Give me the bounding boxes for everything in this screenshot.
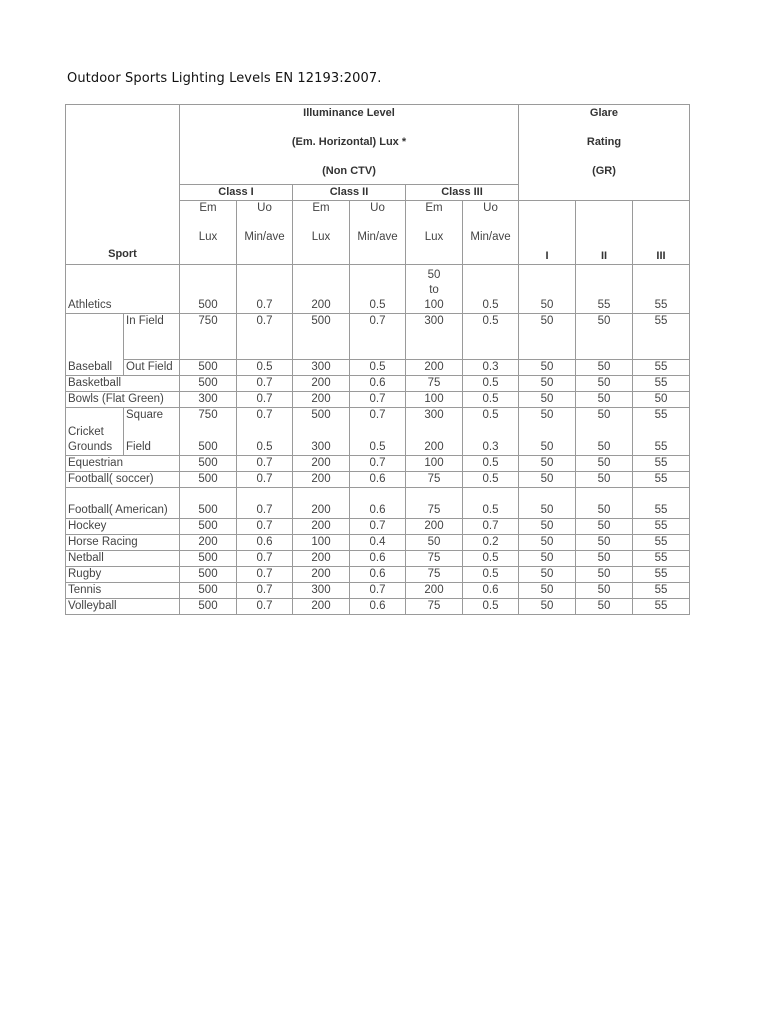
glare-3: 55 <box>633 265 690 314</box>
glare-3: 55 <box>633 583 690 599</box>
class1-em: 200 <box>180 535 237 551</box>
class2-uo: 0.4 <box>350 535 406 551</box>
class3-em-line: 50 <box>427 269 441 281</box>
glare-3: 55 <box>633 360 690 376</box>
unit-top: Uo <box>483 202 498 214</box>
class3-uo: 0.2 <box>463 535 519 551</box>
glare-3: 55 <box>633 408 690 440</box>
sub-area: Square <box>124 408 180 440</box>
class3-uo: 0.5 <box>463 488 519 519</box>
class2-em: 200 <box>293 376 350 392</box>
unit-bottom: Min/ave <box>244 231 285 243</box>
class3-em: 50 <box>406 535 463 551</box>
sub-area: Out Field <box>124 360 180 376</box>
class3-em: 300 <box>406 408 463 440</box>
glare-2: 50 <box>576 376 633 392</box>
class1-em: 500 <box>180 599 237 615</box>
class1-uo: 0.7 <box>237 314 293 360</box>
sport-name: Tennis <box>66 583 180 599</box>
glare-3: 55 <box>633 519 690 535</box>
class1-uo: 0.7 <box>237 599 293 615</box>
glare-2: 50 <box>576 488 633 519</box>
illuminance-header-line: (Em. Horizontal) Lux * <box>291 136 407 148</box>
sport-name-line: Cricket <box>68 426 104 438</box>
class3-em: 200 <box>406 519 463 535</box>
unit-bottom: Lux <box>424 231 444 243</box>
glare-2: 55 <box>576 265 633 314</box>
class3-uo: 0.5 <box>463 599 519 615</box>
glare-2: 50 <box>576 360 633 376</box>
glare-2: 50 <box>576 440 633 456</box>
class1-em: 750 <box>180 408 237 440</box>
class1-em: 500 <box>180 440 237 456</box>
glare-2: 50 <box>576 456 633 472</box>
class3-uo: 0.5 <box>463 376 519 392</box>
class3-em: 75 <box>406 376 463 392</box>
unit-top: Em <box>425 202 443 214</box>
glare-2: 50 <box>576 535 633 551</box>
sport-name: Bowls (Flat Green) <box>66 392 180 408</box>
glare-3: 55 <box>633 535 690 551</box>
class1-uo: 0.7 <box>237 567 293 583</box>
sport-header <box>66 105 180 265</box>
class1-uo: 0.7 <box>237 472 293 488</box>
class2-uo: 0.7 <box>350 314 406 360</box>
class-header: Class III <box>406 185 519 201</box>
sub-area: In Field <box>124 314 180 360</box>
class1-em: 500 <box>180 551 237 567</box>
class3-em: 200 <box>406 360 463 376</box>
class2-em: 200 <box>293 392 350 408</box>
glare-2: 50 <box>576 551 633 567</box>
table-row <box>66 583 690 599</box>
class1-em: 500 <box>180 376 237 392</box>
class1-em: 500 <box>180 472 237 488</box>
class1-em: 500 <box>180 265 237 314</box>
sport-name: Athletics <box>66 265 180 314</box>
glare-1: 50 <box>519 535 576 551</box>
class1-em: 500 <box>180 360 237 376</box>
unit-header <box>463 201 519 265</box>
table-row <box>66 472 690 488</box>
sport-name: Horse Racing <box>66 535 180 551</box>
glare-1: 50 <box>519 314 576 360</box>
class3-uo: 0.5 <box>463 265 519 314</box>
class2-uo: 0.7 <box>350 392 406 408</box>
illuminance-header-line: Illuminance Level <box>303 107 395 119</box>
glare-1: 50 <box>519 456 576 472</box>
class2-em: 200 <box>293 488 350 519</box>
class2-uo: 0.7 <box>350 519 406 535</box>
glare-3: 55 <box>633 567 690 583</box>
table-row <box>66 408 690 440</box>
unit-bottom: Lux <box>311 231 331 243</box>
glare-1: 50 <box>519 440 576 456</box>
class3-em: 100 <box>406 392 463 408</box>
class3-uo: 0.5 <box>463 408 519 440</box>
class2-uo: 0.5 <box>350 265 406 314</box>
glare-1: 50 <box>519 360 576 376</box>
class1-uo: 0.7 <box>237 376 293 392</box>
table-row <box>66 488 690 519</box>
glare-3: 55 <box>633 440 690 456</box>
sport-name: Basketball <box>66 376 180 392</box>
illuminance-header-line: (Non CTV) <box>322 165 376 177</box>
glare-3: 55 <box>633 376 690 392</box>
class3-uo: 0.6 <box>463 583 519 599</box>
glare-2: 50 <box>576 392 633 408</box>
glare-1: 50 <box>519 265 576 314</box>
glare-3: 50 <box>633 392 690 408</box>
table-row <box>66 440 690 456</box>
class2-em: 500 <box>293 408 350 440</box>
unit-header <box>180 201 237 265</box>
class2-em: 200 <box>293 567 350 583</box>
table-row <box>66 314 690 360</box>
class1-uo: 0.7 <box>237 488 293 519</box>
glare-1: 50 <box>519 519 576 535</box>
table-row <box>66 360 690 376</box>
unit-bottom: Lux <box>198 231 218 243</box>
class1-uo: 0.6 <box>237 535 293 551</box>
sport-name: Hockey <box>66 519 180 535</box>
class1-uo: 0.7 <box>237 392 293 408</box>
sport-name: Volleyball <box>66 599 180 615</box>
glare-3: 55 <box>633 599 690 615</box>
glare-header-line: Rating <box>586 136 622 148</box>
unit-header <box>237 201 293 265</box>
class2-em: 200 <box>293 599 350 615</box>
class1-em: 500 <box>180 583 237 599</box>
glare-2: 50 <box>576 599 633 615</box>
class-header: Class I <box>180 185 293 201</box>
glare-2: 50 <box>576 408 633 440</box>
class3-em: 75 <box>406 551 463 567</box>
glare-class-header: I <box>519 201 576 265</box>
unit-top: Em <box>312 202 330 214</box>
class1-uo: 0.5 <box>237 360 293 376</box>
class2-uo: 0.6 <box>350 472 406 488</box>
table-row <box>66 519 690 535</box>
class1-em: 500 <box>180 567 237 583</box>
glare-1: 50 <box>519 408 576 440</box>
class1-uo: 0.7 <box>237 408 293 440</box>
class2-em: 200 <box>293 265 350 314</box>
table-row <box>66 456 690 472</box>
class3-em: 100 <box>406 456 463 472</box>
class1-uo: 0.7 <box>237 551 293 567</box>
class3-em: 200 <box>406 440 463 456</box>
table-row <box>66 535 690 551</box>
class2-uo: 0.7 <box>350 583 406 599</box>
sport-name: Football( American) <box>66 488 180 519</box>
glare-1: 50 <box>519 583 576 599</box>
glare-3: 55 <box>633 551 690 567</box>
unit-top: Em <box>199 202 217 214</box>
glare-header-line: (GR) <box>592 165 616 177</box>
table-row <box>66 567 690 583</box>
illuminance-header <box>180 105 519 185</box>
glare-1: 50 <box>519 392 576 408</box>
class3-em: 75 <box>406 472 463 488</box>
sport-name: Football( soccer) <box>66 472 180 488</box>
glare-1: 50 <box>519 488 576 519</box>
class2-uo: 0.5 <box>350 440 406 456</box>
class2-em: 300 <box>293 583 350 599</box>
unit-header <box>293 201 350 265</box>
class1-uo: 0.7 <box>237 519 293 535</box>
table-row <box>66 551 690 567</box>
class3-uo: 0.5 <box>463 472 519 488</box>
unit-top: Uo <box>257 202 272 214</box>
class2-em: 300 <box>293 360 350 376</box>
sport-name-line: Grounds <box>68 441 113 453</box>
glare-2: 50 <box>576 519 633 535</box>
class2-em: 200 <box>293 456 350 472</box>
class2-uo: 0.7 <box>350 408 406 440</box>
class3-em-line: 100 <box>424 299 444 311</box>
unit-top: Uo <box>370 202 385 214</box>
class3-em: 75 <box>406 567 463 583</box>
table-row <box>66 265 690 314</box>
sport-name: Equestrian <box>66 456 180 472</box>
class1-em: 750 <box>180 314 237 360</box>
glare-1: 50 <box>519 551 576 567</box>
unit-bottom: Min/ave <box>357 231 398 243</box>
glare-1: 50 <box>519 599 576 615</box>
class3-uo: 0.5 <box>463 551 519 567</box>
class2-em: 300 <box>293 440 350 456</box>
unit-header <box>350 201 406 265</box>
class2-uo: 0.6 <box>350 567 406 583</box>
glare-class-header: III <box>633 201 690 265</box>
class1-em: 300 <box>180 392 237 408</box>
class1-em: 500 <box>180 488 237 519</box>
sport-name: Netball <box>66 551 180 567</box>
unit-bottom: Min/ave <box>470 231 511 243</box>
glare-header-line: Glare <box>589 107 619 119</box>
class2-em: 200 <box>293 551 350 567</box>
table-row <box>66 599 690 615</box>
class3-em-line: to <box>429 284 439 296</box>
glare-3: 55 <box>633 456 690 472</box>
sport-name: Rugby <box>66 567 180 583</box>
class2-em: 200 <box>293 519 350 535</box>
class2-uo: 0.6 <box>350 376 406 392</box>
glare-2: 50 <box>576 583 633 599</box>
class2-uo: 0.6 <box>350 488 406 519</box>
glare-class-header: II <box>576 201 633 265</box>
class2-em: 100 <box>293 535 350 551</box>
glare-1: 50 <box>519 376 576 392</box>
class3-uo: 0.5 <box>463 456 519 472</box>
glare-3: 55 <box>633 314 690 360</box>
class3-em: 200 <box>406 583 463 599</box>
sport-header-label: Sport <box>108 248 137 260</box>
class3-em <box>406 265 463 314</box>
class2-uo: 0.6 <box>350 551 406 567</box>
class3-uo: 0.5 <box>463 567 519 583</box>
glare-2: 50 <box>576 472 633 488</box>
glare-1: 50 <box>519 472 576 488</box>
page-title: Outdoor Sports Lighting Levels EN 12193:2007. <box>67 71 382 86</box>
class3-uo: 0.7 <box>463 519 519 535</box>
class3-uo: 0.5 <box>463 314 519 360</box>
class1-em: 500 <box>180 519 237 535</box>
class-header: Class II <box>293 185 406 201</box>
header-row <box>66 105 690 185</box>
unit-header <box>406 201 463 265</box>
class1-uo: 0.7 <box>237 583 293 599</box>
sport-name: Baseball <box>66 314 124 376</box>
glare-1: 50 <box>519 567 576 583</box>
sub-area: Field <box>124 440 180 456</box>
table-row <box>66 392 690 408</box>
lighting-levels-table <box>65 104 690 615</box>
class3-uo: 0.3 <box>463 360 519 376</box>
class3-uo: 0.5 <box>463 392 519 408</box>
glare-header <box>519 105 690 201</box>
glare-2: 50 <box>576 567 633 583</box>
glare-2: 50 <box>576 314 633 360</box>
class1-uo: 0.7 <box>237 456 293 472</box>
class2-em: 200 <box>293 472 350 488</box>
class2-uo: 0.6 <box>350 599 406 615</box>
glare-3: 55 <box>633 488 690 519</box>
glare-3: 55 <box>633 472 690 488</box>
sport-name <box>66 408 124 456</box>
class1-uo: 0.7 <box>237 265 293 314</box>
class2-uo: 0.5 <box>350 360 406 376</box>
class3-em: 75 <box>406 599 463 615</box>
class1-uo: 0.5 <box>237 440 293 456</box>
table-row <box>66 376 690 392</box>
class3-em: 75 <box>406 488 463 519</box>
class2-em: 500 <box>293 314 350 360</box>
class2-uo: 0.7 <box>350 456 406 472</box>
class3-uo: 0.3 <box>463 440 519 456</box>
class3-em: 300 <box>406 314 463 360</box>
class1-em: 500 <box>180 456 237 472</box>
